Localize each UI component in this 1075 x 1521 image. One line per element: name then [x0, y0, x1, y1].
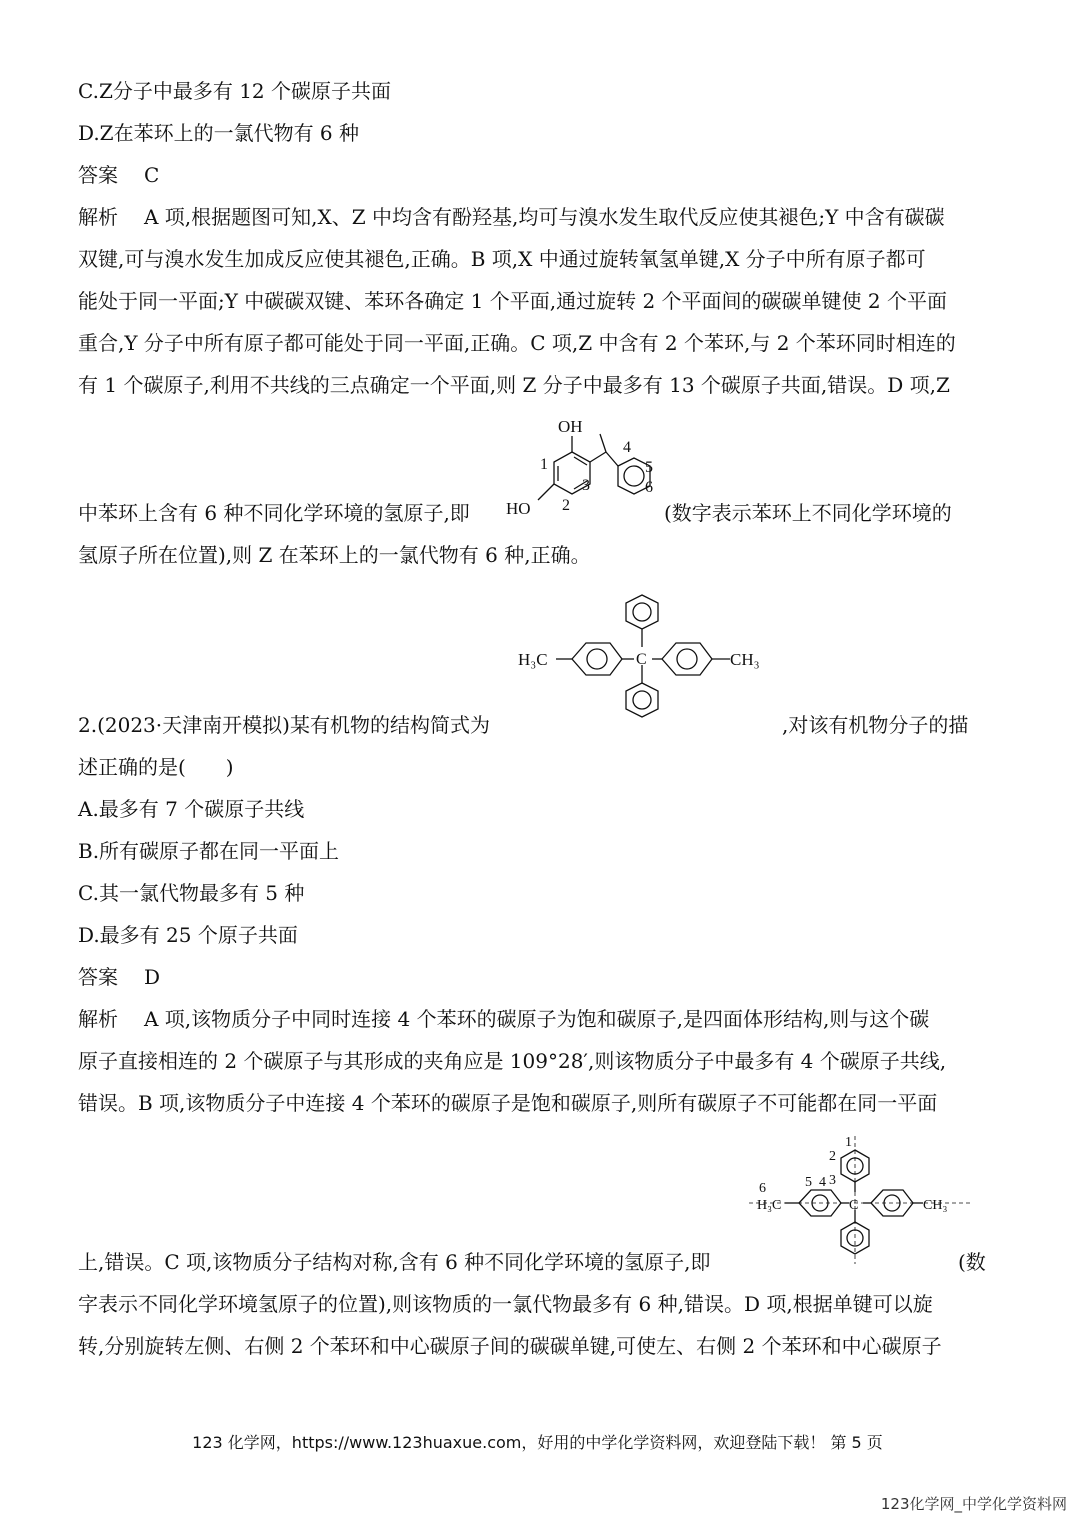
pos-6: 6: [759, 1181, 766, 1196]
central-carbon: C: [636, 651, 647, 668]
text-line: (数: [958, 1250, 986, 1274]
pos-1: 1: [845, 1135, 852, 1150]
text-line: D.Z在苯环上的一氯代物有 6 种: [78, 121, 360, 145]
page-footer: 123 化学网，https://www.123huaxue.com，好用的中学化学资料网，欢迎登陆下载！ 第 5 页: [192, 1433, 883, 1452]
text-line: 原子直接相连的 2 个碳原子与其形成的夹角应是 109°28′,则该物质分子中最多有 4 个碳原子共线,: [78, 1049, 947, 1073]
text-line: 转,分别旋转左侧、右侧 2 个苯环和中心碳原子间的碳碳单键,可使左、右侧 2 个苯环和中心碳原子: [78, 1334, 942, 1358]
text-line: 双键,可与溴水发生加成反应使其褪色,正确。B 项,X 中通过旋转氧氢单键,X 分子中所有原子都可: [78, 247, 926, 271]
question-line: 2.(2023·天津南开模拟)某有机物的结构简式为: [78, 713, 490, 737]
analysis-label: 解析: [78, 205, 118, 229]
text-line: 中苯环上含有 6 种不同化学环境的氢原子,即: [78, 501, 470, 525]
option-d: D.最多有 25 个原子共面: [78, 923, 298, 947]
analysis-line: [78, 203, 945, 231]
pos-2: 2: [829, 1149, 836, 1164]
pos-1: 1: [540, 456, 548, 473]
option-a: A.最多有 7 个碳原子共线: [78, 797, 305, 821]
structure-z-numbered: [500, 410, 670, 520]
ch3-label: CH₃: [923, 1198, 948, 1213]
watermark: 123化学网_中学化学资料网: [880, 1495, 1067, 1513]
pos-2: 2: [562, 497, 570, 514]
central-carbon: C: [849, 1198, 859, 1213]
pos-5: 5: [805, 1175, 812, 1190]
analysis-label: 解析: [78, 1007, 118, 1031]
answer-label: 答案: [78, 965, 118, 989]
pos-3: 3: [582, 477, 590, 494]
ho-label: HO: [506, 499, 531, 518]
h3c-label: H₃C: [518, 650, 548, 669]
structure-numbered: [745, 1130, 975, 1270]
answer-value: C: [144, 163, 160, 187]
structure-question2: [510, 585, 780, 735]
analysis-text: A 项,根据题图可知,X、Z 中均含有酚羟基,均可与溴水发生取代反应使其褪色;Y 中含有碳碳: [144, 205, 945, 229]
text-line: 错误。B 项,该物质分子中连接 4 个苯环的碳原子是饱和碳原子,则所有碳原子不可能都在同一平面: [78, 1091, 938, 1115]
text-line: 上,错误。C 项,该物质分子结构对称,含有 6 种不同化学环境的氢原子,即: [78, 1250, 711, 1274]
ch3-label: CH₃: [730, 650, 760, 669]
pos-4: 4: [819, 1175, 826, 1190]
analysis-text: A 项,该物质分子中同时连接 4 个苯环的碳原子为饱和碳原子,是四面体形结构,则与这个碳: [144, 1007, 930, 1031]
pos-4: 4: [623, 439, 631, 456]
answer-line: [78, 161, 159, 189]
oh-label: OH: [558, 417, 583, 436]
answer-line: [78, 963, 160, 991]
option-b: B.所有碳原子都在同一平面上: [78, 839, 340, 863]
text-line: 氢原子所在位置),则 Z 在苯环上的一氯代物有 6 种,正确。: [78, 543, 591, 567]
question-line: ,对该有机物分子的描: [782, 713, 969, 737]
option-c: C.其一氯代物最多有 5 种: [78, 881, 305, 905]
text-line: 重合,Y 分子中所有原子都可能处于同一平面,正确。C 项,Z 中含有 2 个苯环,与 2 个苯环同时相连的: [78, 331, 956, 355]
answer-label: 答案: [78, 163, 118, 187]
text-line: C.Z分子中最多有 12 个碳原子共面: [78, 79, 392, 103]
text-line: 有 1 个碳原子,利用不共线的三点确定一个平面,则 Z 分子中最多有 13 个碳原子共面,错误。D 项,Z: [78, 373, 950, 397]
text-line: (数字表示苯环上不同化学环境的: [664, 501, 952, 525]
question-line: 述正确的是( ): [78, 755, 234, 779]
pos-6: 6: [645, 479, 653, 496]
answer-value: D: [144, 965, 161, 989]
analysis-line: [78, 1005, 929, 1033]
text-line: 能处于同一平面;Y 中碳碳双键、苯环各确定 1 个平面,通过旋转 2 个平面间的碳碳单键使 2 个平面: [78, 289, 947, 313]
h3c-label: H₃C: [757, 1198, 782, 1213]
pos-5: 5: [645, 459, 653, 476]
text-line: 字表示不同化学环境氢原子的位置),则该物质的一氯代物最多有 6 种,错误。D 项,根据单键可以旋: [78, 1292, 933, 1316]
pos-3: 3: [829, 1173, 836, 1188]
